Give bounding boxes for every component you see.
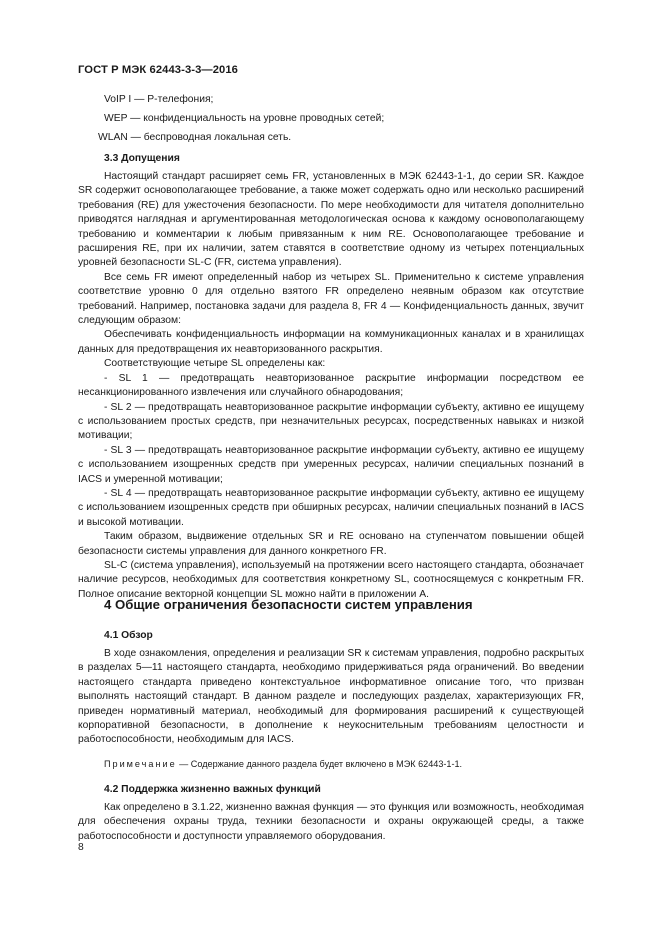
section-4-title: 4 Общие ограничения безопасности систем управления — [104, 597, 473, 612]
paragraph-fr4-statement: Обеспечивать конфиденциальность информации на коммуникационных каналах и в хранилищах данных для предотвращения их неавторизованного раскрытия. — [78, 329, 584, 355]
section-4 — [78, 597, 584, 844]
abbreviation-wlan: WLAN — беспроводная локальная сеть. — [98, 132, 292, 143]
paragraph-vital-functions: Как определено в 3.1.22, жизненно важная функция — это функция или возможность, необходимая для обеспечения охраны труда, техники безопасности и охраны окружающей среды, а также работоспособности и доступности управляемого оборудования. — [78, 801, 584, 842]
list-item-sl4: - SL 4 — предотвращать неавторизованное раскрытие информации субъекту, активно ее ищущему с использованием изощренных средств при обширных ресурсах, наличии специальных познаний в IACS и высокой мотивации. — [78, 487, 584, 528]
paragraph-fr-extension: Настоящий стандарт расширяет семь FR, установленных в МЭК 62443-1-1, до серии SR. Каждое SR содержит основополагающее требование, а также может содержать одно или несколько расширений требования (RE) для ужесточения безопасности. По мере необходимости для читателя дополнительно приводятся наглядная и аргументированная методологическая основа к каждому основополагающему требованию и комментарии к любым привязанным к ним RE. Основополагающее требование и расширения RE, при их наличии, затем ставятся в соответствие одному из четырех потенциальных уровней безопасности SL-C (FR, система управления). — [78, 171, 584, 269]
list-item-sl1: - SL 1 — предотвращать неавторизованное раскрытие информации посредством ее несанкционированного извлечения или случайного обнародования; — [78, 372, 584, 399]
note — [78, 758, 584, 770]
note-text: — Содержание данного раздела будет включено в МЭК 62443-1-1. — [176, 758, 463, 769]
section-3-3 — [78, 153, 584, 602]
list-item-sl2: - SL 2 — предотвращать неавторизованное раскрытие информации субъекту, активно ее ищущему с использованием простых средств, при незначительных ресурсах, посредственных навыках и низкой мотивации; — [78, 401, 584, 442]
paragraph-sr-re-summary: Таким образом, выдвижение отдельных SR и RE основано на ступенчатом повышении общей безопасности системы управления для данного конкретного FR. — [78, 531, 584, 557]
document-header: ГОСТ Р МЭК 62443-3-3—2016 — [78, 64, 239, 76]
paragraph-sl-c-description: SL-C (система управления), используемый на протяжении всего настоящего стандарта, обозначает наличие ресурсов, необходимых для соответствия конкретному SL, соотносящемуся с конкретным FR. Полное описание векторной концепции SL можно найти в приложении А. — [78, 559, 584, 600]
page-number: 8 — [78, 842, 84, 853]
abbreviation-voip: VoIP I — P-телефония; — [104, 94, 214, 105]
paragraph-overview: В ходе ознакомления, определения и реализации SR к системам управления, подробно раскрытых в разделах 5—11 настоящего стандарта, необходимо придерживаться ряда ограничений. Во введении настоящего стандарта приведено контекстуальное информативное описание того, что призван выполнять настоящий стандарт. В данном разделе и последующих разделах, характеризующих FR, приведен нормативный материал, необходимый для формирования расширений к существующей корпоративной безопасности, в дополнение к неукоснительным требованиям целостности и работоспособности, необходимым для IACS. — [78, 648, 584, 746]
paragraph-sl-definitions-intro: Соответствующие четыре SL определены как: — [104, 358, 326, 370]
note-label: Примечание — [104, 758, 177, 769]
section-4-2-title: 4.2 Поддержка жизненно важных функций — [104, 783, 321, 795]
section-4-1-title: 4.1 Обзор — [104, 630, 153, 641]
abbreviation-wep: WEP — конфиденциальность на уровне проводных сетей; — [104, 113, 385, 124]
paragraph-sl-levels: Все семь FR имеют определенный набор из четырех SL. Применительно к системе управления соответствие уровню 0 для отдельно взятого FR определено неявным образом как отсутствие требований. Например, постановка задачи для раздела 8, FR 4 — Конфиденциальность данных, звучит следующим образом: — [78, 271, 584, 327]
list-item-sl3: - SL 3 — предотвращать неавторизованное раскрытие информации субъекту, активно ее ищущему с использованием изощренных средств при умеренных ресурсах, наличии специальных познаний в IACS и умеренной мотивации; — [78, 444, 584, 485]
section-3-3-title: 3.3 Допущения — [104, 153, 180, 164]
